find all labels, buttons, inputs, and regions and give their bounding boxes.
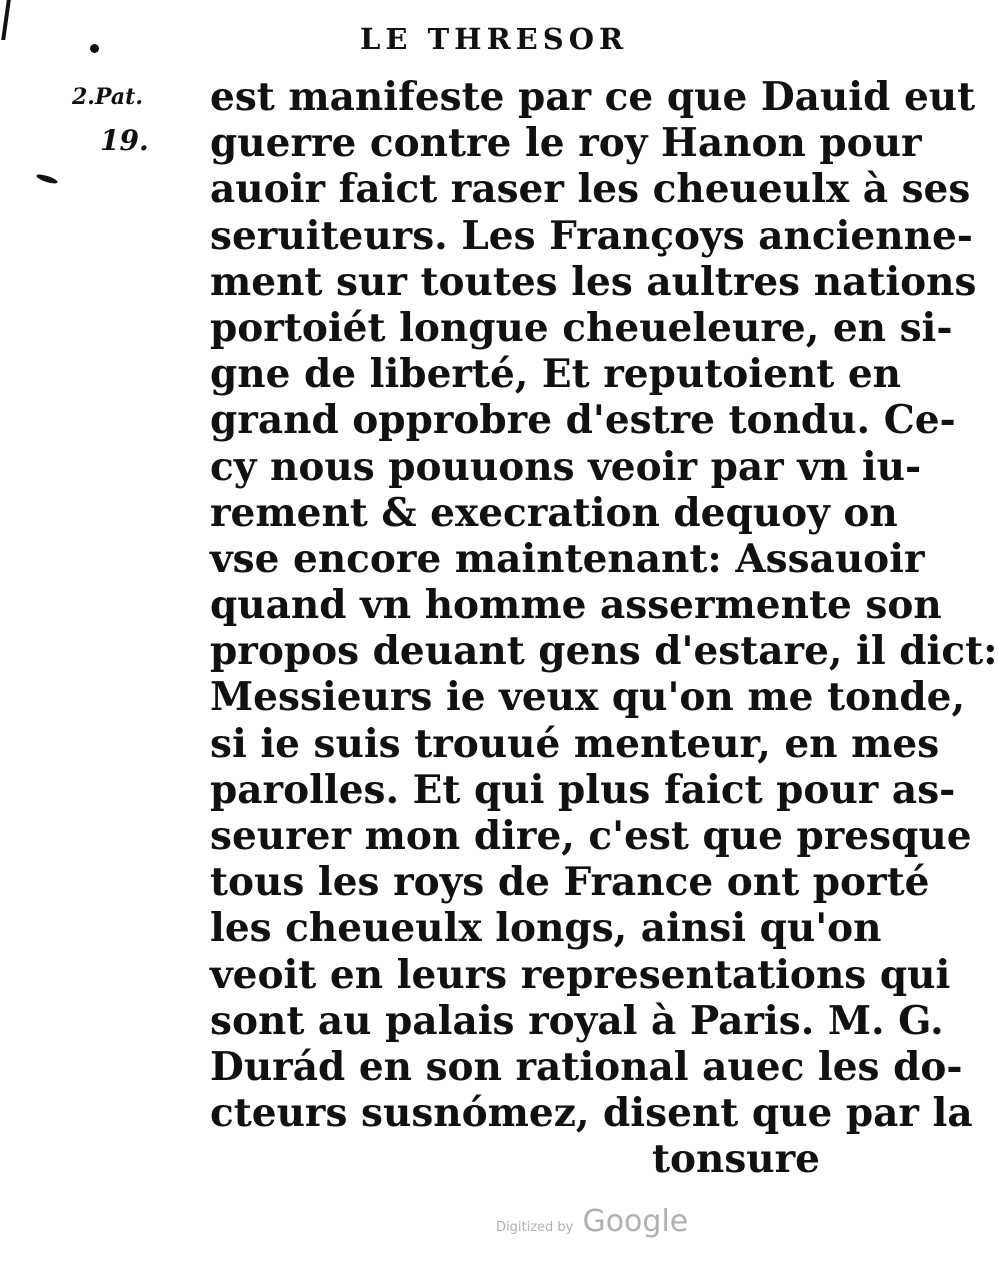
text-line: parolles. Et qui plus faict pour as- [210,766,956,813]
watermark-brand: Google [582,1204,689,1239]
text-line: veoit en leurs representations qui [210,951,951,998]
catchword: tonsure [651,1136,820,1183]
page-corner-mark [1,0,25,40]
text-line: Messieurs ie veux qu'on me tonde, [210,674,966,721]
text-line: propos deuant gens d'estare, il dict: [210,628,998,675]
text-line: si ie suis trouué menteur, en mes [210,720,940,767]
body-text [210,74,998,1183]
text-line: auoir faict raser les cheueulx à ses [210,166,971,213]
text-line: rement & execration dequoy on [210,489,898,536]
text-line: tous les roys de France ont porté [210,859,930,906]
text-line: vse encore maintenant: Assauoir [210,535,925,582]
text-line: quand vn homme assermente son [210,582,942,629]
text-line: ment sur toutes les aultres nations [210,258,977,305]
text-line: seurer mon dire, c'est que presque [210,813,972,859]
text-line: cteurs susnómez, disent que par la [210,1090,973,1137]
text-line: les cheueulx longs, ainsi qu'on [210,905,882,952]
text-line: seruiteurs. Les Françoys ancienne- [210,212,973,259]
text-line: gne de liberté, Et reputoient en [210,351,901,398]
text-line: sont au palais royal à Paris. M. G. [210,997,944,1044]
text-line: cy nous pouuons veoir par vn iu- [210,443,922,490]
text-line: guerre contre le roy Hanon pour [210,120,922,167]
text-line: grand opprobre d'estre tondu. Ce- [210,397,956,444]
text-line: Durád en son rational auec les do- [210,1043,963,1090]
text-line: est manifeste par ce que Dauid eut [210,74,976,120]
running-head: LE THRESOR [360,22,629,56]
digitized-watermark [496,1204,688,1239]
margin-note: 19. [100,124,149,157]
ink-blot [36,173,59,186]
text-line: portoiét longue cheueleure, en si- [210,304,953,351]
margin-note: 2.Pat. [72,84,143,110]
watermark-prefix: Digitized by [496,1220,574,1235]
ink-blot [90,44,99,53]
